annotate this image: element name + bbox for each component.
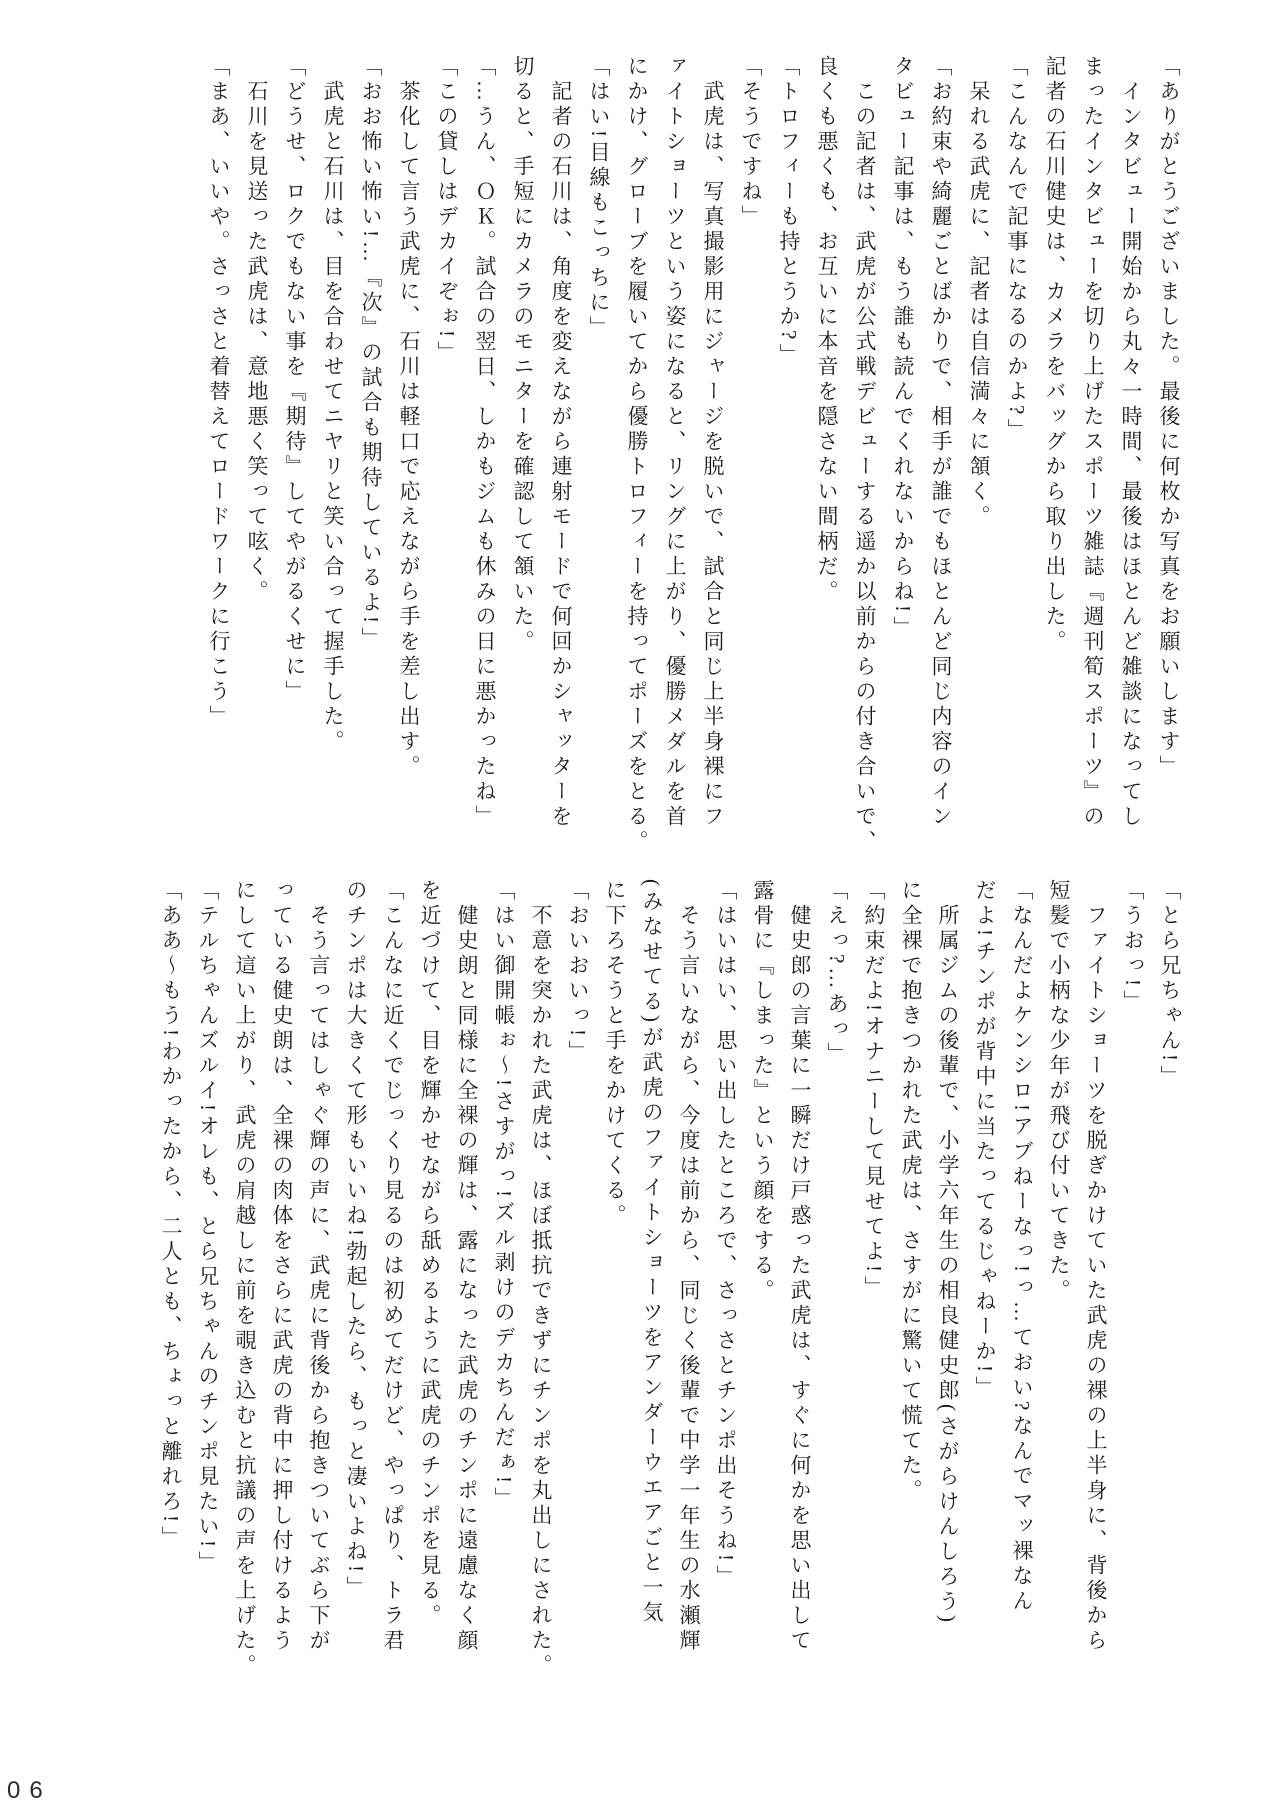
text-line: 露骨に『しまった』という顔をする。 <box>751 879 775 1304</box>
text-line: 「えっ?…あっ」 <box>825 879 849 1068</box>
text-line: 呆れる武虎に、記者は自信満々に頷く。 <box>967 55 991 530</box>
text-line: 「こんなに近くでじっくり見るのは初めてだけど、やっぱり、トラ君 <box>381 879 405 1654</box>
text-line: 「どうせ、ロクでもない事を『期待』してやがるくせに」 <box>283 55 307 705</box>
text-line: に全裸で抱きつかれた武虎は、さすがに驚いて慌てた。 <box>899 879 923 1504</box>
text-line: のチンポは大きくて形もいいね!勃起したら、もっと凄いよね!」 <box>344 879 368 1601</box>
text-line: 「そうですね」 <box>739 55 763 230</box>
text-line: タビュー記事は、もう誰も読んでくれないからね!」 <box>891 55 915 641</box>
text-line: 「お約束や綺麗ごとばかりで、相手が誰でもほとんど同じ内容のイン <box>929 55 953 830</box>
text-line: 短髪で小柄な少年が飛び付いてきた。 <box>1047 879 1071 1304</box>
text-line: 所属ジムの後輩で、小学六年生の相良健史郎(さがらけんしろう) <box>936 879 960 1626</box>
text-line: 健史郎の言葉に一瞬だけ戸惑った武虎は、すぐに何かを思い出して <box>788 879 812 1654</box>
text-line: 「うおっ!」 <box>1121 879 1145 1015</box>
text-line: 良くも悪くも、お互いに本音を隠さない間柄だ。 <box>815 55 839 605</box>
text-line: まったインタビューを切り上げたスポーツ雑誌『週刊筍スポーツ』の <box>1081 55 1105 830</box>
text-line: 切ると、手短にカメラのモニターを確認して頷いた。 <box>511 55 535 655</box>
page-number: 06 <box>7 1777 52 1804</box>
text-line: っている健史朗は、全裸の肉体をさらに武虎の背中に押し付けるよう <box>270 879 294 1654</box>
text-line: そう言いながら、今度は前から、同じく後輩で中学一年生の水瀬輝 <box>677 879 701 1654</box>
text-line: 「この貸しはデカイぞぉ!」 <box>435 55 459 366</box>
text-line: 「こんなんで記事になるのかよ?」 <box>1005 55 1029 444</box>
text-line: 武虎は、写真撮影用にジャージを脱いで、試合と同じ上半身裸にフ <box>701 55 725 830</box>
text-line: 記者の石川は、角度を変えながら連射モードで何回かシャッターを <box>549 55 573 830</box>
text-line: 「はい!目線もこっちに」 <box>587 55 611 341</box>
text-line: 「…うん、ＯＫ。試合の翌日、しかもジムも休みの日に悪かったね」 <box>473 55 497 830</box>
text-line: (みなせてる)が武虎のファイトショーツをアンダーウエアごと一気 <box>640 879 664 1626</box>
text-line: ファイトショーツを脱ぎかけていた武虎の裸の上半身に、背後から <box>1084 879 1108 1654</box>
text-line: にかけ、グローブを履いてから優勝トロフィーを持ってポーズをとる。 <box>625 55 649 855</box>
text-line: 不意を突かれた武虎は、ほぼ抵抗できずにチンポを丸出しにされた。 <box>529 879 553 1679</box>
text-line: インタビュー開始から丸々一時間、最後はほとんど雑談になってし <box>1119 55 1143 830</box>
text-line: 「はい御開帳ぉ〜!さすがっ!ズル剥けのデカちんだぁ!」 <box>492 879 516 1512</box>
text-line: 「まあ、いいや。さっさと着替えてロードワークに行こう」 <box>207 55 231 730</box>
text-line: に下ろそうと手をかけてくる。 <box>603 879 627 1229</box>
text-line: ァイトショーツという姿になると、リングに上がり、優勝メダルを首 <box>663 55 687 830</box>
text-line: 「ありがとうございました。最後に何枚か写真をお願いします」 <box>1157 55 1181 780</box>
text-line: 「とら兄ちゃん!」 <box>1158 879 1182 1090</box>
text-line: 記者の石川健史は、カメラをバッグから取り出した。 <box>1043 55 1067 655</box>
story-text-upper-block <box>200 55 1188 863</box>
text-line: 「約束だよ!オナニーして見せてよ!」 <box>862 879 886 1301</box>
text-line: 「なんだよケンシロ!アブねーなっ!っ…ておい?なんでマッ裸なん <box>1010 879 1034 1615</box>
text-line: 「ああ〜もう!わかったから、二人とも、ちょっと離れろ!」 <box>159 879 183 1551</box>
text-line: 「テルちゃんズルイ!オレも、とら兄ちゃんのチンポ見たい!」 <box>196 879 220 1576</box>
text-line: 「おいおいっ!」 <box>566 879 590 1065</box>
text-line: を近づけて、目を輝かせながら舐めるように武虎のチンポを見る。 <box>418 879 442 1629</box>
text-line: 武虎と石川は、目を合わせてニヤリと笑い合って握手した。 <box>321 55 345 755</box>
text-line: だよ!チンポが背中に当たってるじゃねーか!」 <box>973 879 997 1401</box>
story-text-lower-block <box>152 879 1188 1687</box>
text-line: 石川を見送った武虎は、意地悪く笑って呟く。 <box>245 55 269 605</box>
text-line: 「はいはい、思い出したところで、さっさとチンポ出そうね!」 <box>714 879 738 1590</box>
text-line: 茶化して言う武虎に、石川は軽口で応えながら手を差し出す。 <box>397 55 421 780</box>
text-line: 「おお怖い怖い!…『次』の試合も期待しているよ!」 <box>359 55 383 652</box>
text-line: にして這い上がり、武虎の肩越しに前を覗き込むと抗議の声を上げた。 <box>233 879 257 1679</box>
text-line: 健史朗と同様に全裸の輝は、露になった武虎のチンポに遠慮なく顔 <box>455 879 479 1654</box>
text-line: そう言ってはしゃぐ輝の声に、武虎に背後から抱きついてぶら下が <box>307 879 331 1654</box>
text-line: この記者は、武虎が公式戦デビューする遥か以前からの付き合いで、 <box>853 55 877 855</box>
text-line: 「トロフィーも持とうか?」 <box>777 55 801 369</box>
